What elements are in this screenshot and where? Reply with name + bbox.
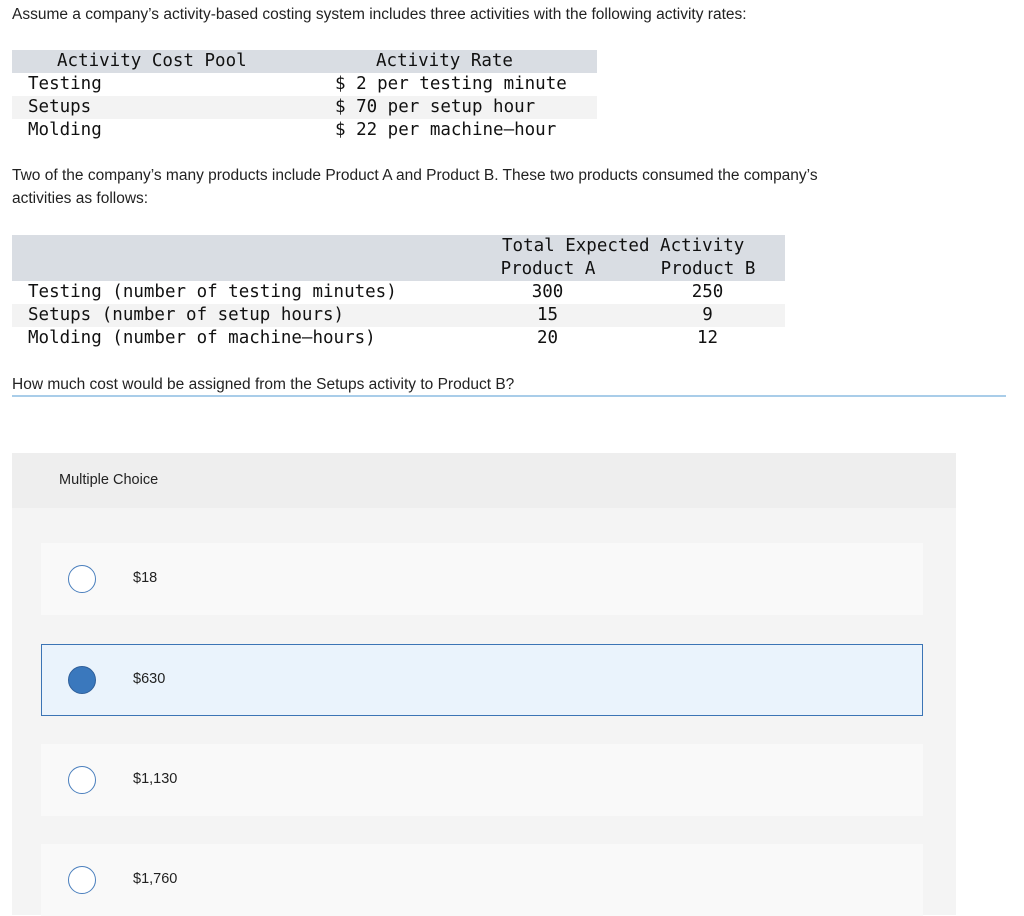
choice-label: $1,130 xyxy=(133,771,178,787)
product-b-value: 250 xyxy=(691,282,724,302)
activity-rates-table xyxy=(12,50,597,142)
choice-option-2[interactable] xyxy=(41,644,923,716)
header-activity-rate: Activity Rate xyxy=(376,51,513,71)
multiple-choice-panel xyxy=(12,453,956,915)
activity-label: Testing (number of testing minutes) xyxy=(28,282,397,302)
table-row xyxy=(12,327,785,350)
activity-consumption-table xyxy=(12,235,785,350)
radio-button[interactable] xyxy=(68,866,96,894)
pool-name: Testing xyxy=(28,74,102,94)
choice-option-4[interactable] xyxy=(41,844,923,916)
choice-label: $1,760 xyxy=(133,871,178,887)
activity-label: Molding (number of machine–hours) xyxy=(28,328,376,348)
product-a-value: 20 xyxy=(536,328,559,348)
table-row xyxy=(12,96,597,119)
product-b-value: 12 xyxy=(696,328,719,348)
header-product-b: Product B xyxy=(660,259,756,279)
header-activity-cost-pool: Activity Cost Pool xyxy=(57,51,247,71)
multiple-choice-header xyxy=(12,453,956,508)
prompt-underline xyxy=(12,395,1006,397)
choice-option-1[interactable] xyxy=(41,543,923,615)
radio-button-selected[interactable] xyxy=(68,666,96,694)
table-row xyxy=(12,73,597,96)
pool-name: Setups xyxy=(28,97,92,117)
middle-text-line2: activities as follows: xyxy=(12,190,149,207)
choice-option-3[interactable] xyxy=(41,744,923,816)
radio-button[interactable] xyxy=(68,766,96,794)
table-row xyxy=(12,281,785,304)
activity-label: Setups (number of setup hours) xyxy=(28,305,345,325)
table-row xyxy=(12,119,597,142)
product-a-value: 300 xyxy=(531,282,564,302)
choice-label: $630 xyxy=(133,671,166,687)
intro-text: Assume a company’s activity-based costing system includes three activities with the following activity rates: xyxy=(12,6,747,23)
product-b-value: 9 xyxy=(702,305,713,325)
table-header-row xyxy=(12,235,785,281)
product-a-value: 15 xyxy=(536,305,559,325)
radio-button[interactable] xyxy=(68,565,96,593)
table-row xyxy=(12,304,785,327)
pool-rate: $ 70 per setup hour xyxy=(335,97,536,117)
multiple-choice-title: Multiple Choice xyxy=(59,472,159,488)
question-prompt: How much cost would be assigned from the Setups activity to Product B? xyxy=(12,376,515,393)
pool-name: Molding xyxy=(28,120,102,140)
middle-text-line1: Two of the company’s many products include Product A and Product B. These two products consumed the company’s xyxy=(12,167,818,184)
header-total-expected-activity: Total Expected Activity xyxy=(502,236,745,256)
choice-label: $18 xyxy=(133,570,158,586)
pool-rate: $ 2 per testing minute xyxy=(335,74,567,94)
header-product-a: Product A xyxy=(500,259,596,279)
table-header-row xyxy=(12,50,597,73)
pool-rate: $ 22 per machine–hour xyxy=(335,120,557,140)
